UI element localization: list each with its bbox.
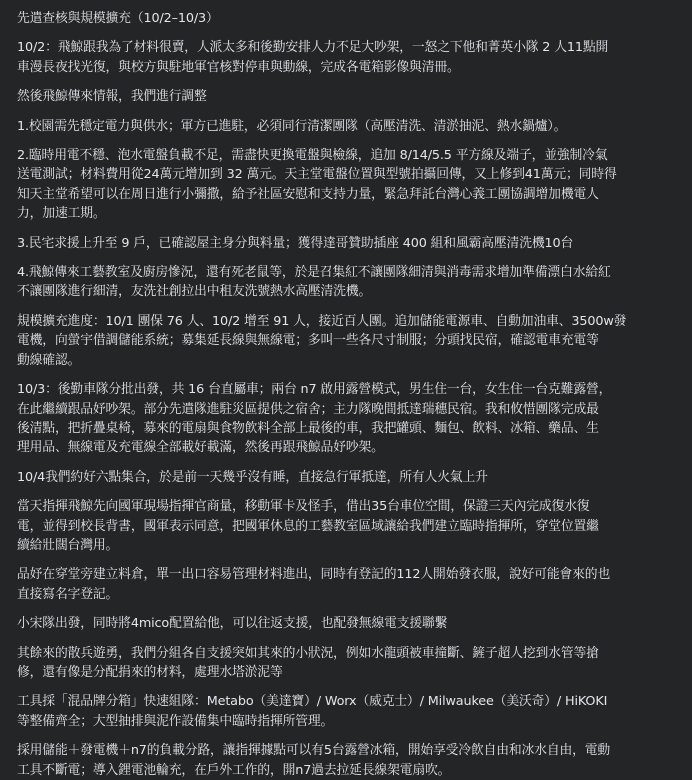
paragraph-tool-brands: 工具採「混品牌分箱」快速組隊：Metabo（美達寶）/ Worx（威克士）/ Milwaukee（美沃奇）/ HiKOKI 等整備齊全；大型抽排與泥作設備集中臨時指揮所管理。: [17, 694, 608, 729]
paragraph-power-setup: 採用儲能＋發電機＋n7的負載分路，讓指揮據點可以有5台露營冰箱，開始享受冷飲自由和冰水自由，電動 工具不斷電；導入鋰電池輪充，在戶外工作的，開n7過去拉延長線架電扇吹。: [17, 743, 611, 778]
paragraph-song-team: 小宋隊出發，同時將4mico配置給他，可以往返支援，也配發無線電支援聯繫: [17, 616, 448, 632]
paragraph-material-depot: 品妤在穿堂旁建立料倉，單一出口容易管理材料進出，同時有登記的112人開始發衣服，說好可能會來的也 直接寫名字登記。: [17, 567, 611, 602]
paragraph-oct2-summary: 10/2：飛鯨跟我為了材料很賣，人派太多和後勤安排人力不足大吵架，一怒之下他和菁英小隊 2 人11點開 車漫長夜找光復，與校方與駐地軍官核對停車與動線，完成各電箱影像與清冊。: [17, 40, 609, 75]
paragraph-scale-progress: 規模擴充進度：10/1 團保 76 人、10/2 增至 91 人，接近百人團。追加儲能電源車、自動加油車、3500w發 電機，向螢宇借調儲能系統；募集延長線與無線電；多叫一些各尺寸制服；分頭找民宿，確認電車充電等 動線確認。: [17, 313, 627, 368]
post-title: 先遣查核與規模擴充（10/2–10/3）: [17, 11, 219, 26]
paragraph-item-1-water-power: 1.校園需先穩定電力與供水；軍方已進駐，必須同行清潔團隊（高壓清洗、清淤抽泥、熱水鍋爐）。: [17, 118, 567, 134]
paragraph-oct4-assembly: 10/4我們約好六點集合，於是前一天幾乎沒有睡，直接急行軍抵達，所有人火氣上升: [17, 469, 488, 485]
paragraph-item-2-electric-panels: 2.臨時用電不穩、泡水電盤負載不足，需盡快更換電盤與檢線，追加 8/14/5.5 平方線及端子，並強制冷氣 送電測試；材料費用從24萬元增加到 32 萬元。天主堂電盤位置與型號拍攝回傳，又上修到41萬元；同時得 知天主堂希望可以在周日進行小彌撒，給予社區安慰和支持力量，緊急拜託台灣心義工團協調增加機電人 力，加速工期。: [17, 148, 617, 222]
paragraph-volunteer-support: 其餘來的散兵遊勇，我們分組各自支援突如其來的小狀況，例如水龍頭被車撞斷、鏟子超人挖到水管等搶 修，還有像是分配捐來的材料，處理水塔淤泥等: [17, 645, 599, 680]
paragraph-item-4-classroom-cleaning: 4.飛鯨傳來工藝教室及廚房慘況，還有死老鼠等，於是召集紅不讓團隊細清與消毒需求增加準備漂白水給紅 不讓團隊進行細清，友洗社創拉出中租友洗號熱水高壓清洗機。: [17, 265, 611, 300]
paragraph-command-post: 當天指揮飛鯨先向國軍現場指揮官商量，移動軍卡及怪手，借出35台車位空間，保證三天內完成復水復 電，並得到校長背書，國軍表示同意，把國軍休息的工藝教室區域讓給我們建立臨時指揮所，穿堂位置繼 續給壯闊台灣用。: [17, 499, 599, 553]
paragraph-adjustment-intro: 然後飛鯨傳來情報，我們進行調整: [17, 89, 207, 105]
paragraph-oct3-convoy: 10/3：後勤車隊分批出發，共 16 台直屬車；兩台 n7 啟用露營模式，男生住一台，女生住一台克難露營， 在此繼續跟品妤吵架。部分先遣隊進駐災區提供之宿舍；主力隊晚間抵達瑞穗民宿。我和攸惜團隊完成最 後清點，把折疊桌椅，募來的電扇與食物飲料全部上最後的車，我把罐頭、麵包、飲料、冰箱、藥品、生 理用品、無線電及充電線全部載好載滿，然後再跟飛鯨品妤吵架。: [17, 382, 612, 456]
paragraph-item-3-households: 3.民宅求援上升至 9 戶，已確認屋主身分與料量；獲得達哥贊助插座 400 組和風霸高壓清洗機10台: [17, 235, 574, 251]
